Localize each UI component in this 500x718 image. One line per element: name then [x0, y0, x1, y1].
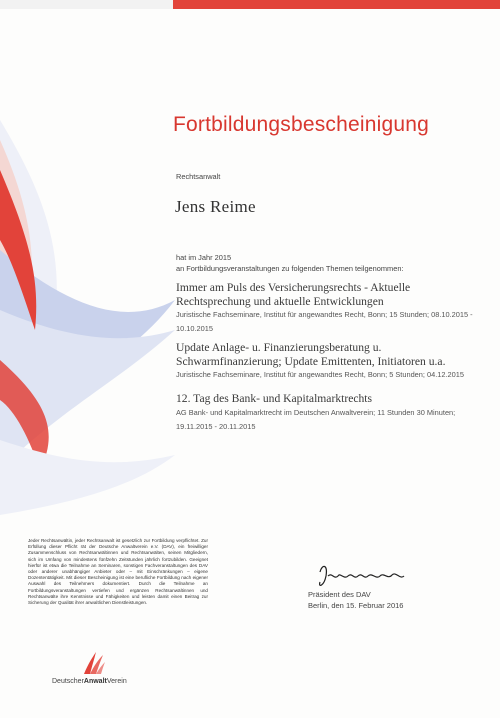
course-entry — [176, 392, 476, 434]
signature-place-date: Berlin, den 15. Februar 2016 — [308, 601, 404, 610]
course-detail: Juristische Fachseminare, Institut für angewandtes Recht, Bonn; 15 Stunden; 08.10.2015 - 10.10.2015 — [176, 310, 473, 333]
course-title: Update Anlage- u. Finanzierungsberatung u. Schwarmfinanzierung; Update Emittenten, Initiatoren u.a. — [176, 341, 446, 368]
logo-text-part: Deutscher — [52, 678, 84, 685]
logo-text-part: Verein — [106, 678, 127, 685]
dav-logo-text — [52, 678, 127, 685]
legal-footnote: Jeder Rechtsanwältin, jeder Rechtsanwalt ist gesetzlich zur Fortbildung verpflichtet. Zur Erfüllung dieser Pflicht rät der Deutsche Anwaltverein e.V. (DAV), ein freiwilliger Zusammenschluss von Rechtsanwältinnen und Rechtsanwälten, seinen Mitgliedern, sich im Umfang von mindestens fünfzehn Zeitstunden jährlich fortzubilden. Geeignet hierfür ist etwa die Teilnahme an Seminaren, sonstigen Fachveranstaltungen des DAV oder anderer unabhängiger Anbieter oder – mit Einschränkungen – eigene Dozententätigkeit. Mit dieser Bescheinigung ist eine berufliche Fortbildung nach eigener Auswahl des Teilnehmers dokumentiert. Durch die Teilnahme an Fortbildungsveranstaltungen vertiefen und ergänzen Rechtsanwältinnen und Rechtsanwälte ihre Kenntnisse und Fähigkeiten und leisten damit einen Beitrag zur Sicherung der Qualität ihrer anwaltlichen Dienstleistungen. — [28, 538, 208, 606]
top-border-red — [173, 0, 500, 9]
certificate-title: Fortbildungsbescheinigung — [173, 113, 430, 136]
signatory-title: Präsident des DAV — [308, 590, 371, 599]
course-entry — [176, 341, 476, 382]
logo-text-part: Anwalt — [83, 678, 107, 685]
recipient-role: Rechtsanwalt — [176, 172, 221, 181]
course-title: Immer am Puls des Versicherungsrechts - Aktuelle Rechtsprechung und aktuelle Entwicklungen — [176, 281, 411, 308]
recipient-name: Jens Reime — [175, 197, 256, 216]
decorative-swoosh-graphic — [0, 0, 175, 520]
course-detail: AG Bank- und Kapitalmarktrecht im Deutschen Anwaltverein; 11 Stunden 30 Minuten; 19.11.2015 - 20.11.2015 — [176, 407, 456, 431]
course-entry — [176, 281, 476, 336]
dav-logo-icon — [82, 650, 106, 676]
handwritten-signature — [318, 562, 418, 592]
course-title: 12. Tag des Bank- und Kapitalmarktrechts — [176, 392, 373, 405]
course-detail: Juristische Fachseminare, Institut für angewandtes Recht, Bonn; 5 Stunden; 04.12.2015 — [176, 370, 464, 379]
intro-topics-line: an Fortbildungsveranstaltungen zu folgenden Themen teilgenommen: — [176, 264, 404, 273]
intro-year-line: hat im Jahr 2015 — [176, 253, 232, 262]
